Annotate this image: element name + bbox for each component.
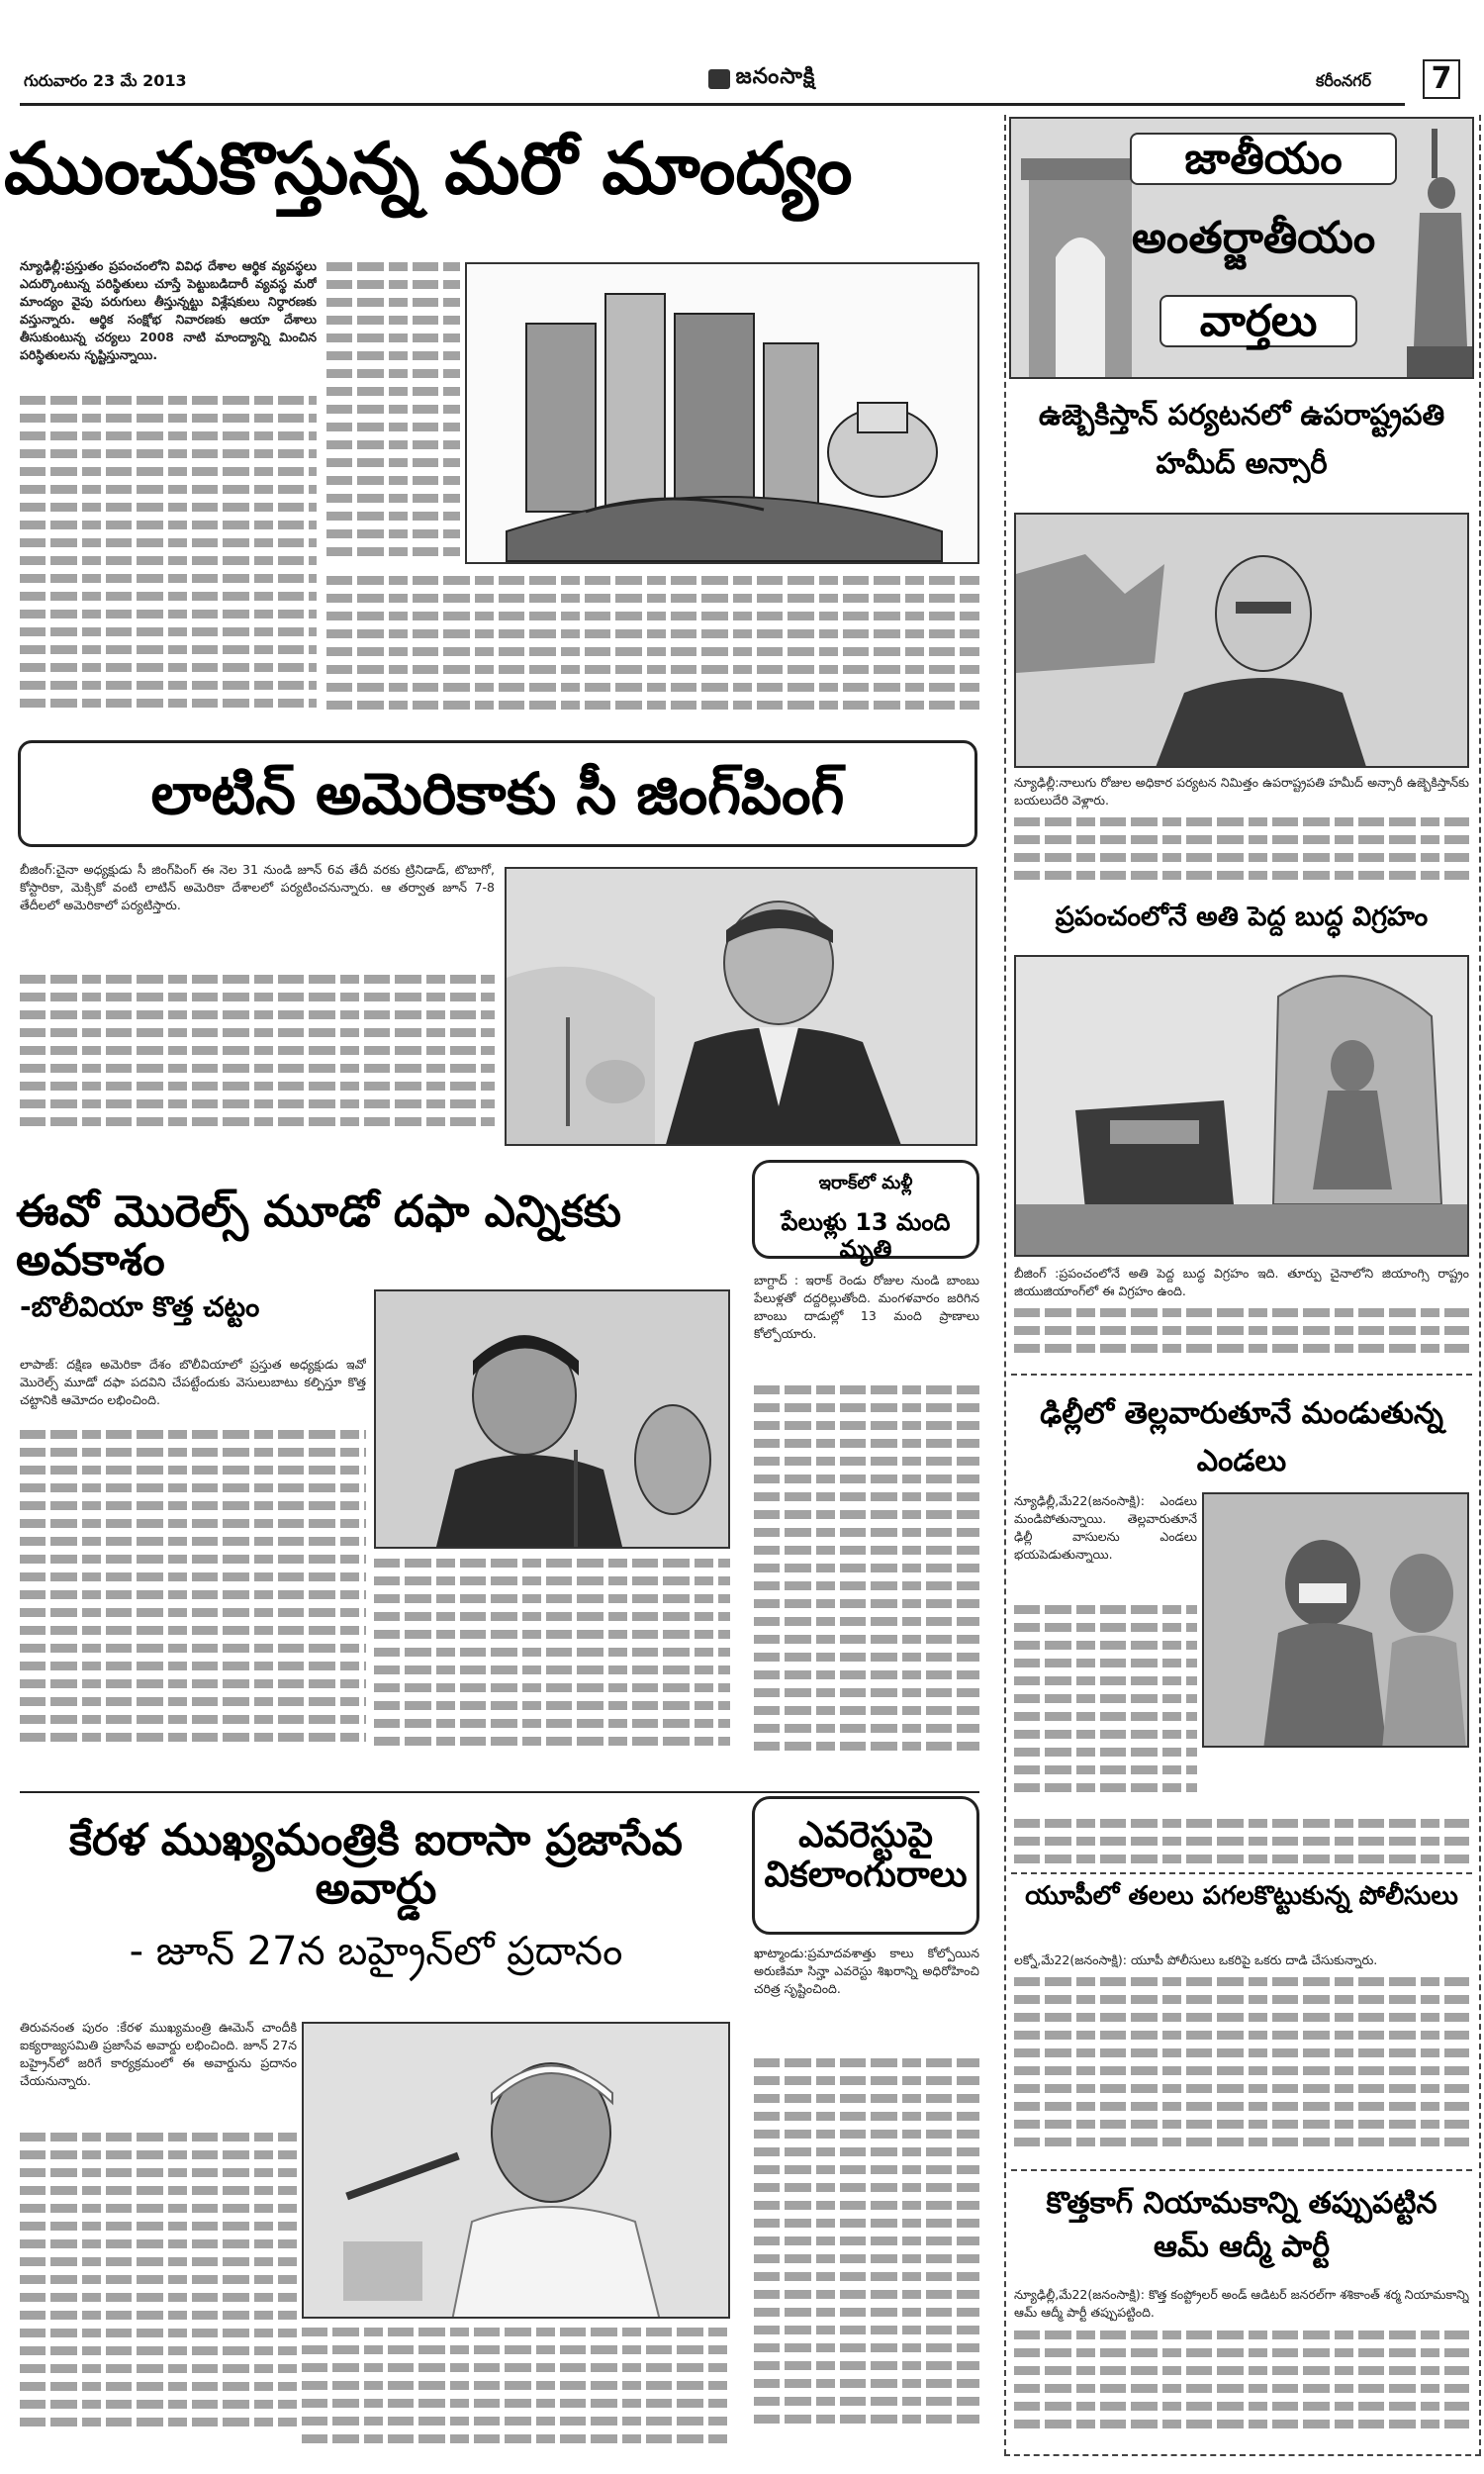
sidebar-s5-lead: న్యూఢిల్లీ,మే22(జనంసాక్షి): కొత్త కంప్ట్రోలర్ అండ్ ఆడిటర్ జనరల్‌గా శశికాంత్ శర్మ నియామకాన్ని ఆమ్ ఆద్మీ పార్టీ తప్పుపట్టింది. xyxy=(1014,2287,1469,2320)
page-number: 7 xyxy=(1423,59,1460,99)
story6-body-continued xyxy=(754,2058,979,2449)
story1-headline: ముంచుకొస్తున్న మరో మాంద్యం xyxy=(4,127,853,210)
sidebar-border-right xyxy=(1479,115,1481,2455)
logo-icon xyxy=(708,69,730,89)
sidebar-divider-3 xyxy=(1011,2169,1472,2171)
story5-headline: పేలుళ్లు 13 మంది మృతి xyxy=(781,1208,951,1263)
sidebar-s2-body xyxy=(1014,1265,1469,1304)
story3-headline: ఈవో మొరెల్స్ మూడో దఫా ఎన్నికకు అవకాశం xyxy=(16,1187,621,1286)
sidebar-divider-2 xyxy=(1011,1872,1472,1874)
sidebar-border-bottom xyxy=(1004,2454,1481,2456)
banner-line-2: అంతర్జాతీయం xyxy=(1131,213,1376,263)
story2-body-continued xyxy=(20,975,495,1143)
recession-cartoon xyxy=(465,262,979,564)
evo-morales-photo xyxy=(374,1289,730,1549)
story4-headline: కేరళ ముఖ్యమంత్రికి ఐరాసా ప్రజాసేవ అవార్డు xyxy=(69,1815,683,1915)
story5-kicker: ఇరాక్‌లో మళ్లీ xyxy=(818,1173,913,1193)
story5-body-continued xyxy=(754,1385,979,1766)
sidebar-divider-1 xyxy=(1011,1374,1472,1376)
story2-lead: బీజింగ్:చైనా అధ్యక్షుడు సీ జింగ్‌పింగ్ ఈ నెల 31 నుండి జూన్ 6వ తేదీ వరకు ట్రినిడాడ్, టొబాగో, కోస్టారికా, మెక్సికో వంటి లాటిన్ అమెరికా దేశాలలో పర్యటించనున్నారు. ఆ తర్వాత జూన్ 7-8 తేదీలలో అమెరికాలో పర్యటిస్తారు. xyxy=(20,862,495,912)
sidebar-s1-headline: ఉజ్బెకిస్తాన్ పర్యటనలో ఉపరాష్ట్రపతి హమీద్ అన్సారీ xyxy=(1038,398,1445,481)
story6-headline: ఎవరెస్టుపై వికలాంగురాలు xyxy=(764,1815,968,1896)
story5-body xyxy=(754,1272,979,1380)
story1-body-continued xyxy=(20,396,317,722)
story3-lead: లాపాజ్: దక్షిణ అమెరికా దేశం బొలీవియాలో ప్రస్తుత అధ్యక్షుడు ఇవో మొరెల్స్ మూడో దఫా పదవిని చేపట్టేందుకు వెసులుబాటు కల్పిస్తూ కొత్త చట్టానికి ఆమోదం లభించింది. xyxy=(20,1357,366,1407)
banner-line-3: వార్తలు xyxy=(1159,295,1357,347)
masthead xyxy=(20,61,1464,105)
masthead-paper-name: జనంసాక్షి xyxy=(735,64,816,89)
sidebar-s2-body-continued xyxy=(1014,1308,1469,1368)
sidebar-s2-lead: బీజింగ్ :ప్రపంచంలోనే అతి పెద్ద బుద్ధ విగ్రహం ఇది. తూర్పు చైనాలోని జియాంగ్సి రాష్ట్రం జియుజియాంగ్‌లో ఈ విగ్రహం ఉంది. xyxy=(1014,1266,1469,1298)
masthead-logo xyxy=(668,61,856,97)
delhi-heat-photo xyxy=(1202,1492,1469,1748)
buddha-statue-photo xyxy=(1014,955,1469,1257)
story4-body xyxy=(20,2019,297,2128)
sidebar-s3-body-lower xyxy=(1014,1819,1469,1868)
story4-body-continued xyxy=(20,2133,297,2449)
hamid-ansari-photo xyxy=(1014,513,1469,768)
story4-subhead: - జూన్ 27న బహ్రైన్‌లో ప్రదానం xyxy=(129,1929,623,1974)
sidebar-s3-lead: న్యూఢిల్లీ,మే22(జనంసాక్షి): ఎండలు మండిపోతున్నాయి. తెల్లవారుతూనే ఢిల్లీ వాసులను ఎండలు భయపెడుతున్నాయి. xyxy=(1014,1493,1197,1562)
sidebar-border-left xyxy=(1004,115,1006,2455)
story3-body xyxy=(20,1356,366,1425)
story3-body-column3 xyxy=(374,1559,730,1766)
story6-body xyxy=(754,1945,979,2053)
sidebar-s3-body xyxy=(1014,1492,1197,1601)
sidebar-s5-body xyxy=(1014,2286,1469,2326)
sidebar-banner xyxy=(1009,117,1474,379)
sidebar-s2-headline: ప్రపంచంలోనే అతి పెద్ద బుద్ధ విగ్రహం xyxy=(1055,902,1429,932)
story1-body-column2 xyxy=(326,262,460,569)
story4-lead: తిరువనంత పురం :కేరళ ముఖ్యమంత్రి ఊమెన్ చాందీకి ఐక్యరాజ్యసమితి ప్రజాసేవ అవార్డు లభించింది. జూన్ 27న బహ్రైన్‌లో జరిగే కార్యక్రమంలో ఈ అవార్డును ప్రదానం చేయనున్నారు. xyxy=(20,2020,297,2088)
story1-lead: న్యూఢిల్లీ:ప్రస్తుతం ప్రపంచంలోని వివిధ దేశాల ఆర్థిక వ్యవస్థలు ఎదుర్కొంటున్న పరిస్థితులు చూస్తే పెట్టుబడిదారీ వ్యవస్థ మరో మాంద్యం వైపు పరుగులు తీస్తున్నట్టు విశ్లేషకులు నిర్ధారణకు వస్తున్నారు. ఆర్థిక సంక్షోభ నివారణకు ఆయా దేశాలు తీసుకుంటున్న చర్యలు 2008 నాటి మాంద్యాన్ని మించిన పరిస్థితులను సృష్టిస్తున్నాయి. xyxy=(20,258,317,362)
sidebar-s3-body-continued xyxy=(1014,1605,1197,1813)
sidebar-s5-body-continued xyxy=(1014,2331,1469,2444)
masthead-date: గురువారం 23 మే 2013 xyxy=(24,71,187,90)
story1-body-lower xyxy=(326,576,979,724)
sidebar-s4-body xyxy=(1014,1951,1469,1973)
oommen-chandy-photo xyxy=(302,2022,730,2319)
sidebar-s1-body xyxy=(1014,774,1469,813)
masthead-rule xyxy=(20,103,1405,106)
divider-story3-story4 xyxy=(20,1791,979,1793)
sidebar-s4-body-continued xyxy=(1014,1977,1469,2165)
sidebar-s3-headline: ఢిల్లీలో తెల్లవారుతూనే మండుతున్న ఎండలు xyxy=(1040,1396,1443,1478)
story2-headline: లాటిన్ అమెరికాకు సీ జింగ్‌పింగ్ xyxy=(150,760,845,827)
story6-lead: ఖాట్మాండు:ప్రమాదవశాత్తు కాలు కోల్పోయిన అరుణిమా సిన్హా ఎవరెస్టు శిఖరాన్ని అధిరోహించి చరిత్ర సృష్టించింది. xyxy=(754,1946,979,1996)
banner-line-1: జాతీయం xyxy=(1130,133,1397,185)
sidebar-s1-body-continued xyxy=(1014,817,1469,897)
story3-body-continued xyxy=(20,1430,366,1766)
sidebar-s4-lead: లక్నో,మే22(జనంసాక్షి): యూపీ పోలీసులు ఒకరిపై ఒకరు దాడి చేసుకున్నారు. xyxy=(1014,1952,1378,1967)
story4-body-column3 xyxy=(302,2328,730,2451)
statue-of-liberty-icon xyxy=(1402,119,1474,379)
xi-jinping-photo xyxy=(505,867,977,1146)
sidebar-s5-headline: కొత్తకాగ్ నియామకాన్ని తప్పుపట్టిన ఆమ్ ఆద్మీ పార్టీ xyxy=(1046,2186,1438,2264)
story3-subhead: -బొలీవియా కొత్త చట్టం xyxy=(20,1290,260,1323)
story2-body xyxy=(20,861,495,970)
masthead-edition: కరీంనగర్ xyxy=(1316,71,1372,90)
sidebar-s4-headline: యూపీలో తలలు పగలకొట్టుకున్న పోలీసులు xyxy=(1025,1881,1458,1911)
sidebar-s1-lead: న్యూఢిల్లీ:నాలుగు రోజుల అధికార పర్యటన నిమిత్తం ఉపరాష్ట్రపతి హమీద్ అన్సారీ ఉజ్బెకిస్తాన్‌కు బయలుదేరి వెళ్లారు. xyxy=(1014,775,1469,808)
story5-lead: బాగ్దాద్ : ఇరాక్ రెండు రోజుల నుండి బాంబు పేలుళ్లతో దద్దరిల్లుతోంది. మంగళవారం జరిగిన బాంబు దాడుల్లో 13 మంది ప్రాణాలు కోల్పోయారు. xyxy=(754,1273,979,1341)
